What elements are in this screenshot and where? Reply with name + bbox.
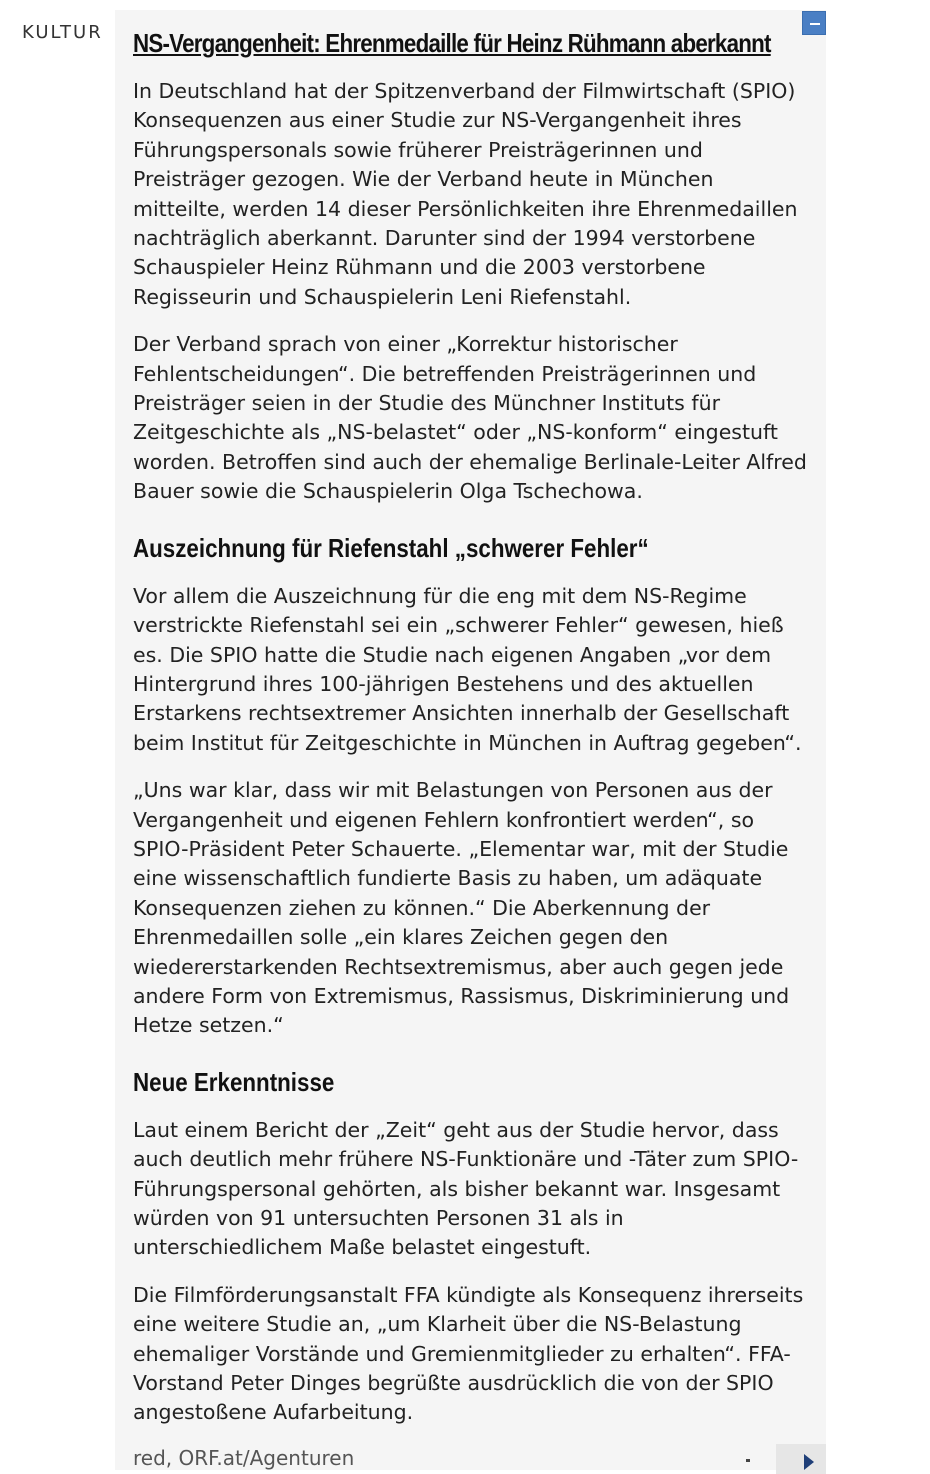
subheading: Auszeichnung für Riefenstahl „schwerer Fehler“ xyxy=(133,532,649,563)
article-paragraph: Die Filmförderungsanstalt FFA kündigte als Konsequenz ihrerseits eine weitere Studie an, „um Klarheit über die NS-Belastung ehemaliger Vorstände und Gremienmitglieder zu erhalten“. FFA-Vorstand Peter Dinges begrüßte ausdrücklich die von der SPIO angestoßene Aufarbeitung. xyxy=(133,1282,804,1425)
article-paragraph: „Uns war klar, dass wir mit Belastungen von Personen aus der Vergangenheit und eigenen Fehlern konfrontiert werden“, so SPIO-Präsident Peter Schauerte. „Elementar war, mit der Studie eine wissenschaftlich fundierte Basis zu haben, um adäquate Konsequenzen ziehen zu können.“ Die Aberkennung der Ehrenmedaillen solle „ein klares Zeichen gegen den wiedererstarkenden Rechtsextremismus, aber auch gegen jede andere Form von Extremismus, Rassismus, Diskriminierung und Hetze setzen.“ xyxy=(133,778,790,1038)
article-box xyxy=(115,10,826,1470)
article-paragraph: Der Verband sprach von einer „Korrektur historischer Fehlentscheidungen“. Die betreffenden Preisträgerinnen und Preisträger seien in der Studie des Münchner Instituts für Zeitgeschichte als „NS-belastet“ oder „NS-konform“ eingestuft worden. Betroffen sind auch der ehemalige Berlinale-Leiter Alfred Bauer sowie die Schauspielerin Olga Tschechowa. xyxy=(133,332,807,504)
subheading: Neue Erkenntnisse xyxy=(133,1066,335,1097)
minus-icon[interactable] xyxy=(802,11,826,35)
article-paragraph: Vor allem die Auszeichnung für die eng mit dem NS-Regime verstrickte Riefenstahl sei ein „schwerer Fehler“ gewesen, hieß es. Die SPIO hatte die Studie nach eigenen Angaben „vor dem Hintergrund ihres 100-jährigen Bestehens und des aktuellen Erstarkens rechtsextremer Ansichten innerhalb der Gesellschaft beim Institut für Zeitgeschichte in München in Auftrag gegeben“. xyxy=(133,583,802,755)
source-credit: red, ORF.at/Agenturen xyxy=(133,1445,355,1470)
arrow-right-icon[interactable] xyxy=(776,1444,826,1474)
article-title[interactable]: NS-Vergangenheit: Ehrenmedaille für Heinz Rühmann aberkannt xyxy=(133,28,771,58)
category-label: KULTUR xyxy=(22,22,103,43)
article-paragraph: In Deutschland hat der Spitzenverband der Filmwirtschaft (SPIO) Konsequenzen aus einer Studie zur NS-Vergangenheit ihres Führungspersonals sowie früherer Preisträgerinnen und Preisträger gezogen. Wie der Verband heute in München mitteilte, werden 14 dieser Persönlichkeiten ihre Ehrenmedaillen nachträglich aberkannt. Darunter sind der 1994 verstorbene Schauspieler Heinz Rühmann und die 2003 verstorbene Regisseurin und Schauspielerin Leni Riefenstahl. xyxy=(133,79,798,309)
article-paragraph: Laut einem Bericht der „Zeit“ geht aus der Studie hervor, dass auch deutlich mehr frühere NS-Funktionäre und -Täter zum SPIO-Führungspersonal gehörten, als bisher bekannt war. Insgesamt würden von 91 untersuchten Personen 31 als in unterschiedlichem Maße belastet eingestuft. xyxy=(133,1117,799,1260)
